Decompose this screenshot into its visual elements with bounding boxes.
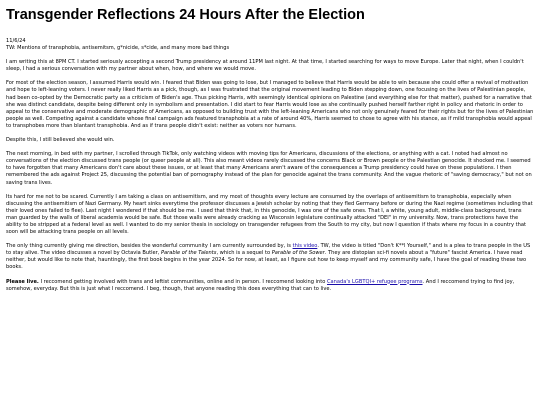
post-body <box>6 38 534 293</box>
refugee-programs-link[interactable]: Canada's LGBTQI+ refugee programs <box>327 278 423 285</box>
paragraph-7-text-a: I reccomend getting involved with trans and leftist communities, online and in person. I reccomend looking into <box>38 278 327 285</box>
paragraph-6-text-a: The only thing currently giving me direction, besides the wonderful community I am currently surrounded by, is <box>6 243 293 250</box>
paragraph-6-text-c: , which is a sequel to <box>216 250 272 257</box>
paragraph-6-text-d: . They are distopian sci-fi novels about a "future" fascist America. I have read neither, but would like to note that, hauntingly, the first book begins in the year 2024. So for now, at least, as I figure out how to keep myself and my community safe, I have the goal of reading these two books. <box>6 250 527 271</box>
paragraph-4: The next morning, in bed with my partner, I scrolled through TikTok, only watching videos with moving tips for Americans, discussions of the elections, or anything with a cat. I noted had almost no conversations of the election discussed trans people (or queer people at all). This also meant videos rarely discussed the concerns Black or Brown people or the Palestian genocide. It shocked me. I seemed to have forgotten that many Americans don't care about these issues, or at least that many Americans aren't aware of the consequences a Trump presidency could have on these populations. I then remembered the ads against Project 25, discussing the potential ban of pornography instead of the plan for genocide against the trans community. And the vague rhetoric of "saving democracy," but not on saving trans lives. <box>6 151 532 186</box>
book-title-talents: Parable of the Talents <box>160 250 217 257</box>
paragraph-6 <box>6 243 534 271</box>
page-title: Transgender Reflections 24 Hours After the Election <box>6 7 365 23</box>
post-date: 11/6/24 <box>6 38 26 44</box>
paragraph-3: Despite this, I still believed she would win. <box>6 137 115 144</box>
paragraph-7-text-b: . And I reccomend trying to find joy, somehow, everyday. But this is just what I reccomend. I beg, though, that anyone reading this does everything that can to live. <box>6 278 515 292</box>
video-link[interactable]: this video <box>292 243 318 250</box>
please-live-heading: Please live. <box>6 278 39 285</box>
trigger-warning: TW: Mentions of transphobia, antisemitsm, g*nicide, s*cide, and many more bad things <box>6 45 230 52</box>
paragraph-2: For most of the election season, I assumed Harris would win. I feared that Biden was going to lose, but I managed to believe that Harris would be able to win because she could offer a revival of motivation and hope to left-leaning voters. I never really liked Harris as a pick, though, as I was frustrated that the original movement leading to Biden stepping down, one focusing on the lives of Palestinian people, had been co-opted by the Democratic party as a criticism of Biden's age. Thus picking Harris, with seemingly identical opinions on Palestine (and everything else for that matter), pushed for a narrative that she was distinct candidate, despite being different only in symbolism and presentation. I did start to fear Harris would lose as she continually pushed herself farther right in policy and rhetoric in order to appeal to the conservative and moderate demographic of Americans, as opposed to building trust with the left-leaning Americans who not only genuinely feared for their rights but for the lives of Palestinian people as well. Competing against a candidate whose final campaign ads featured transphobia at a rate of around 40%, Harris seemed to chose to agree with his stance, as if mild transphobia would appeal to transphobes more than blantant transphobia. And as if trans people didn't exist: neither as voters nor humans. <box>6 80 534 129</box>
paragraph-7 <box>6 279 534 293</box>
paragraph-6-text-b: . TW, the video is titled "Don't K**l Yourself," and is a plea to trans people in the US to stay alive. The video discusses a novel by Octavia Butler, <box>6 243 531 257</box>
book-title-sower: Parable of the Sower <box>271 250 325 257</box>
paragraph-5: Its hard for me not to be scared. Currently I am taking a class on antisemitism, and my most of thoughts every lecture are consumed by the overlaps of antisemitism to transphobia, especially when discussing the antisemitism of Nazi Germany. My heart sinks everytime the professor discusses a Jewish scholar by noting that they fled Germany before or during the Nazi regime (sometimes including that their loved ones failed to flee). Last night I wondered if that should be me. I used that think that, in this genocide, I was one of the safe ones. That I, a white, young adult, middle-class background, trans man guarded by the walls of liberal academia would be safe. But those walls were already cracking as Wisconsin legislature continually attacked "DEI" in my university. Now, trans protections have the ability to be stripped at a federal level as well. I wanted to do my senior thesis in sociology on transgender refugees from the South to my city, but now I question if thats where my focus in a country that soon will be attacking trans people on all levels. <box>6 193 533 236</box>
paragraph-1: I am writing this at 8PM CT. I started seriously accepting a second Trump presidency at around 11PM last night. At that time, I started searching for ways to move Europe. Later that night, when I couldn't sleep, I had a serious conversation with my partner about when, how, and where we would move. <box>6 59 524 73</box>
